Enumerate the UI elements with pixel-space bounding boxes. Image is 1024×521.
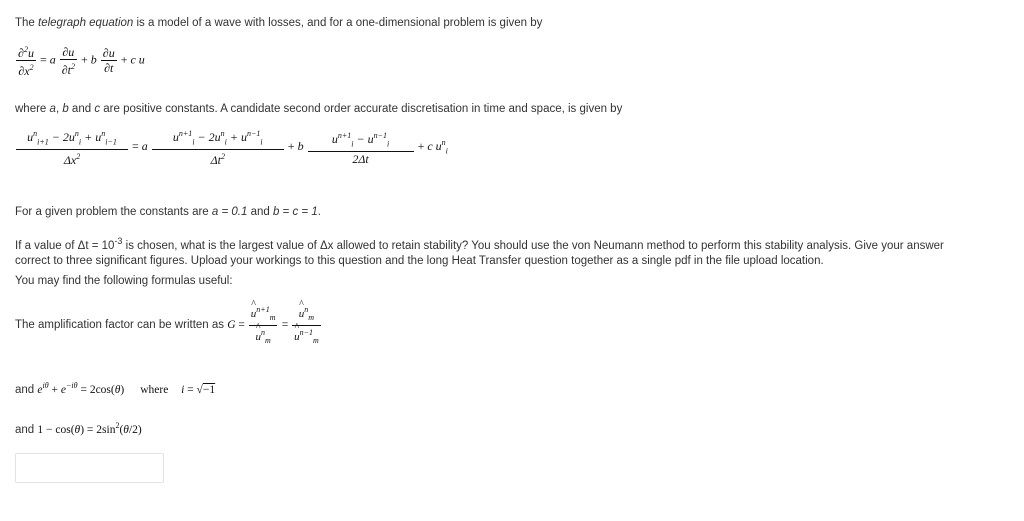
cosine-identity: and $1 - \cos(\theta) = 2\sin^2(\theta/2)$ — [15, 421, 142, 436]
question-paragraph: If a value of $\Delta t = 10^{-3}$ is chosen, what is the largest value of Δx allowed to retain stability? You should use the von Neumann method to perform this stability analysis. Give your answer correct to three significant figures. Upload your workings to this question and the long Heat Transfer question together as a single pdf in the file upload location. — [15, 236, 944, 267]
euler-identity: and $e^{i\theta} + e^{-i\theta} = 2\cos(\theta)$ where i = √−1 — [15, 381, 216, 396]
intro-prefix: The — [15, 17, 39, 29]
amplification-row: The amplification factor can be written as G = ^ $u^{n+1}_m$ ^ $u^n_m$ = ^ $u^n_m$ ^ $u^{n-1}_m$ — [15, 303, 322, 348]
intro-term: telegraph equation — [38, 17, 134, 29]
intro-paragraph — [15, 16, 542, 31]
amplification-label: The amplification factor can be written as — [15, 318, 225, 331]
telegraph-equation: $\frac{\partial^2u}{\partial x^2}$ = a $\frac{\partial u}{\partial t^2}$ + b $\frac{\partial u}{\partial t}$ + c u — [18, 44, 145, 78]
answer-input[interactable] — [15, 453, 164, 483]
discretisation-equation: $\frac{u^n_{i+1} - 2u^n_i + u^n_{i-1}}{\Delta x^2}$ = a $\frac{u^{n+1}_i - 2u^n_i + u^{n-1}_i}{\Delta t^2}$ + b $\frac{u^{n+1}_i - u^{n-1}_i}{2\Delta t}$ + c $u^n_i$ — [15, 127, 448, 167]
constants-paragraph: where a, b and c are positive constants. A candidate second order accurate discretisation in time and space, is given by — [15, 103, 623, 115]
given-constants: For a given problem the constants are a = 0.1 and b = c = 1. — [15, 206, 321, 218]
formulas-intro: You may find the following formulas useful: — [15, 275, 233, 287]
intro-suffix: is a model of a wave with losses, and for a one-dimensional problem is given by — [133, 17, 543, 29]
